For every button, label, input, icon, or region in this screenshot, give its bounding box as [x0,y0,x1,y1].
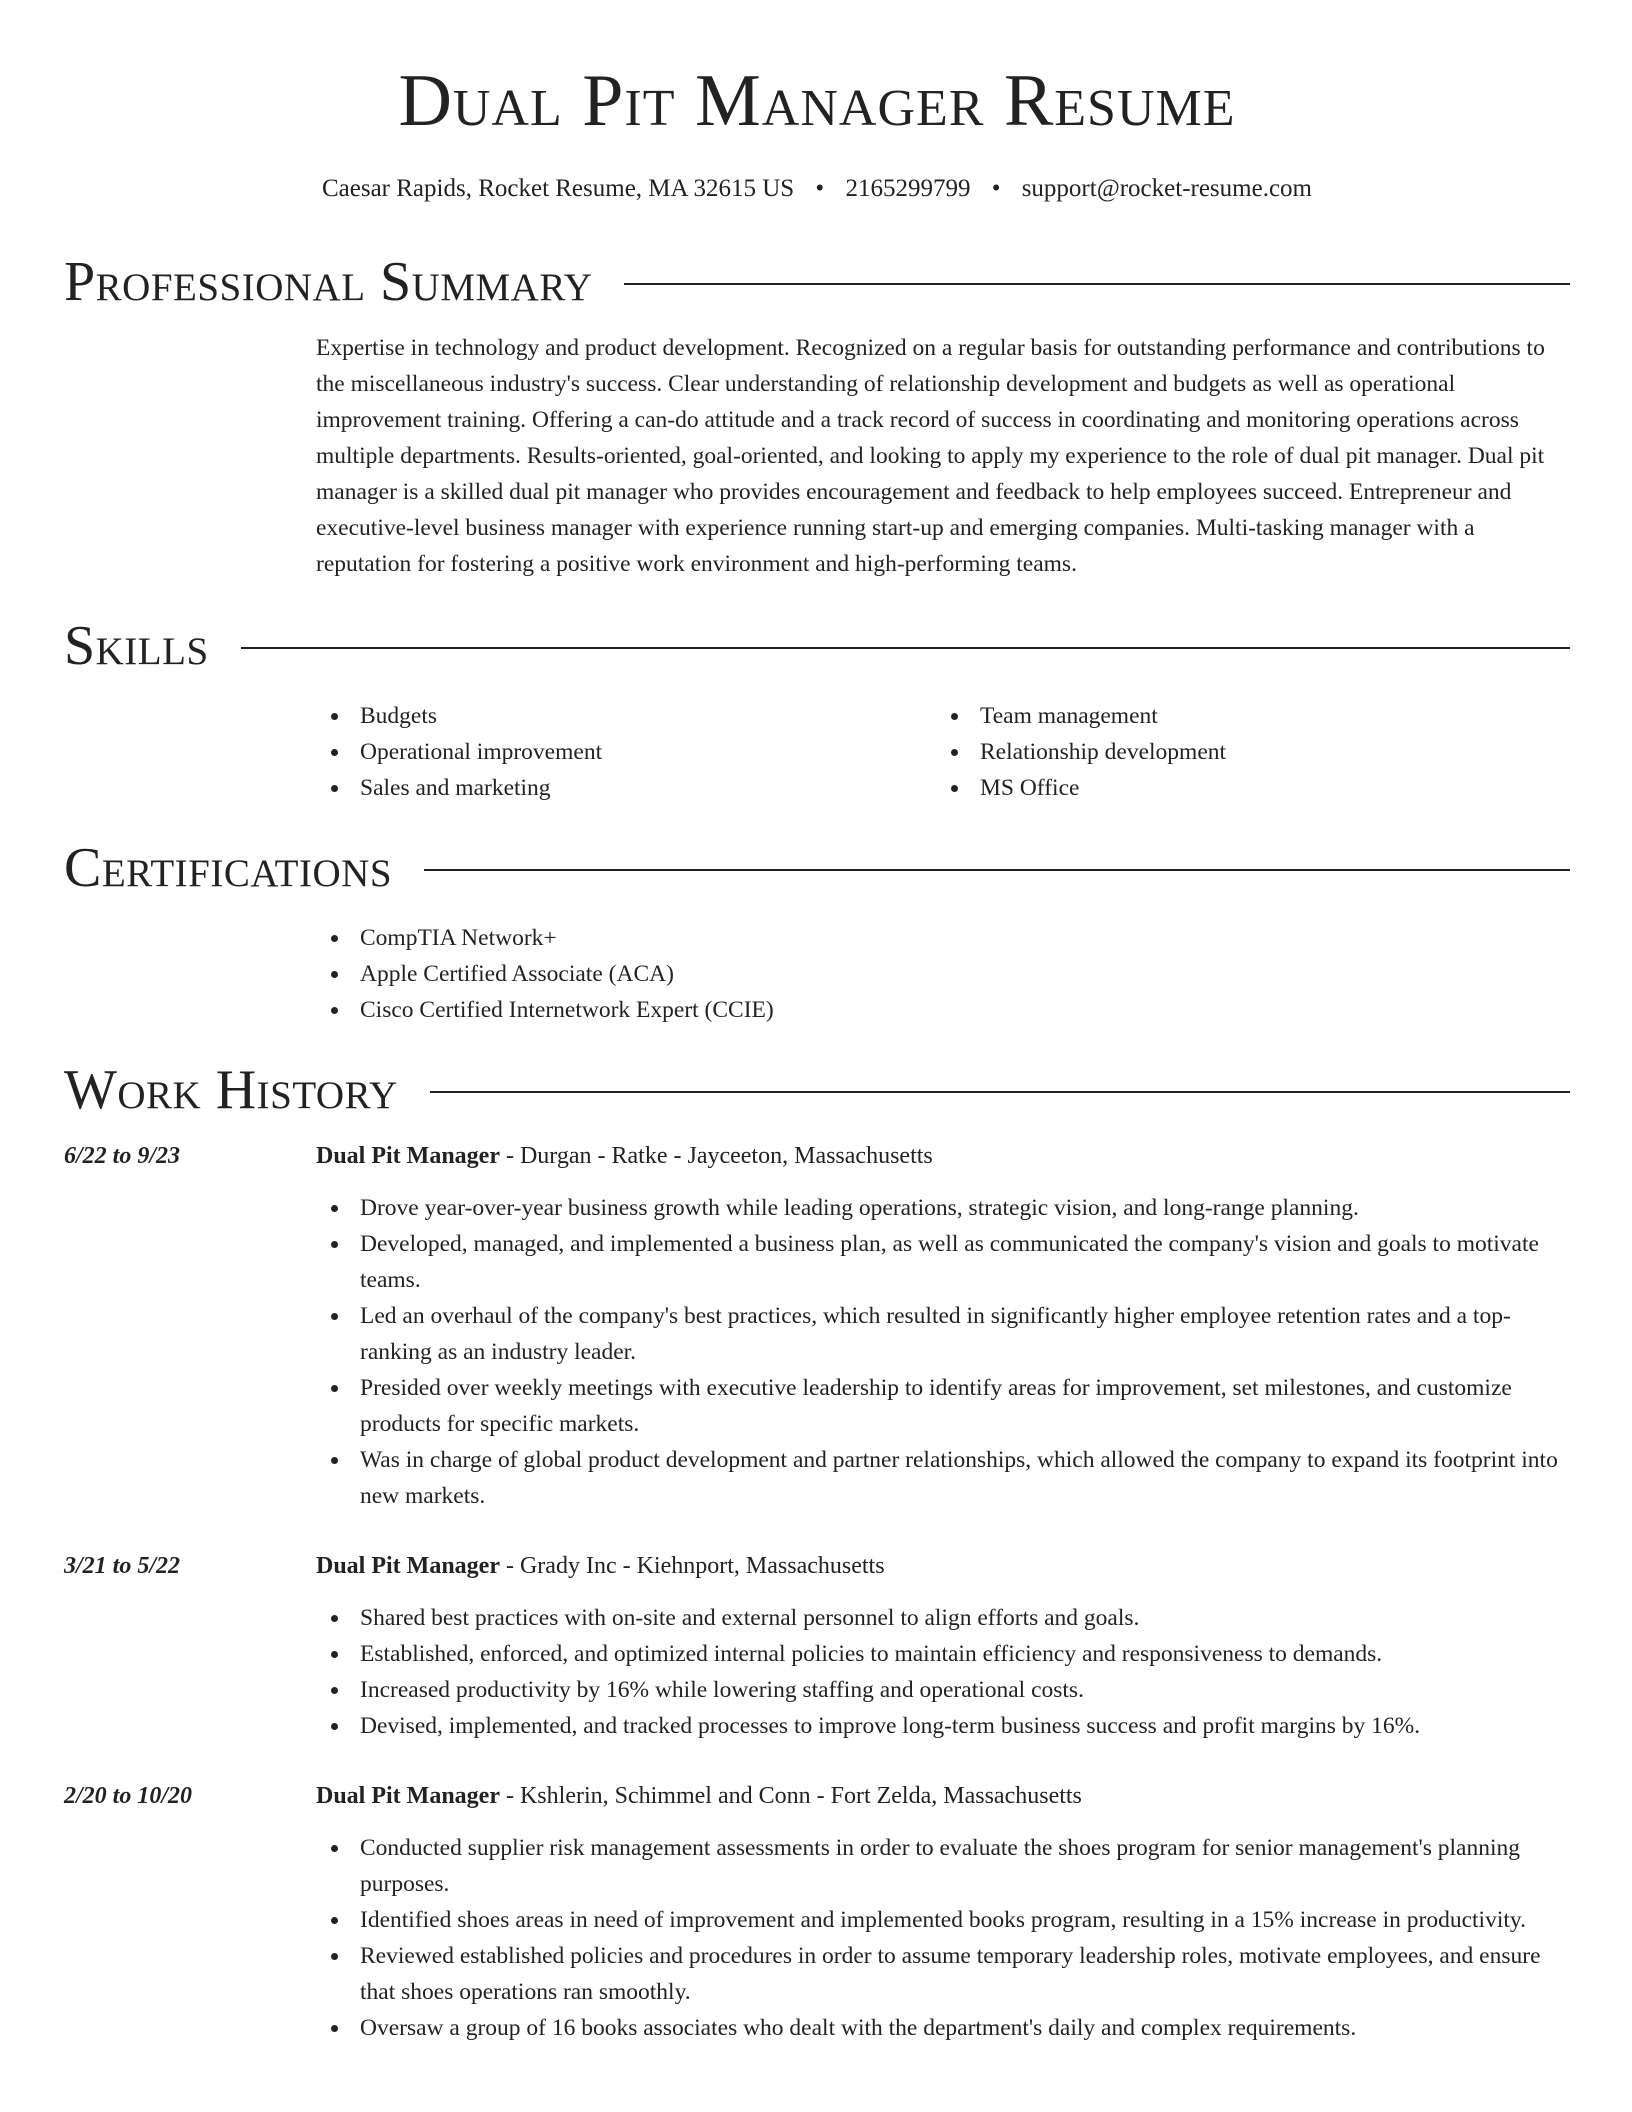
job-title-line [316,1548,1570,1584]
resume-title: Dual Pit Manager Resume [398,60,1236,142]
job-bullet: Increased productivity by 16% while lowering staffing and operational costs. [316,1672,1570,1708]
job-bullet: Identified shoes areas in need of improvement and implemented books program, resulting in a 15% increase in productivity. [316,1902,1570,1938]
contact-address: Caesar Rapids, Rocket Resume, MA 32615 US [321,175,795,202]
summary-text: Expertise in technology and product development. Recognized on a regular basis for outstanding performance and contributions to the miscellaneous industry's success. Clear understanding of relationship development and budgets as well as operational improvement training. Offering a can-do attitude and a track record of success in coordinating and monitoring operations across multiple departments. Results-oriented, goal-oriented, and looking to apply my experience to the role of dual pit manager. Dual pit manager is a skilled dual pit manager who provides encouragement and feedback to help employees succeed. Entrepreneur and executive-level business manager with experience running start-up and emerging companies. Multi-tasking manager with a reputation for fostering a positive work environment and high-performing teams. [316,335,1545,577]
job-bullet: Drove year-over-year business growth while leading operations, strategic vision, and long-range planning. [316,1190,1570,1226]
job-bullet: Conducted supplier risk management assessments in order to evaluate the shoes program for senior management's planning purposes. [316,1830,1570,1902]
skill-item: Budgets [316,698,936,734]
section-rule [430,1091,1570,1093]
job-employer: - Kshlerin, Schimmel and Conn - Fort Zelda, Massachusetts [499,1783,1082,1809]
job-employer: - Durgan - Ratke - Jayceeton, Massachusetts [499,1143,933,1169]
certification-item: CompTIA Network+ [316,920,1570,956]
skills-list [316,698,1570,806]
skill-item: MS Office [936,770,1556,806]
job-bullet: Devised, implemented, and tracked processes to improve long-term business success and profit margins by 16%. [316,1708,1570,1744]
job-entry [64,1138,1570,1514]
job-bullet: Was in charge of global product development and partner relationships, which allowed the company to expand its footprint into new markets. [316,1442,1570,1514]
job-bullet: Developed, managed, and implemented a business plan, as well as communicated the company's vision and goals to motivate teams. [316,1226,1570,1298]
job-dates: 3/21 to 5/22 [64,1553,181,1579]
section-rule [424,869,1570,871]
job-bullet: Led an overhaul of the company's best practices, which resulted in significantly higher employee retention rates and a top-ranking as an industry leader. [316,1298,1570,1370]
job-bullet: Presided over weekly meetings with executive leadership to identify areas for improvement, set milestones, and customize products for specific markets. [316,1370,1570,1442]
section-rule [241,647,1570,649]
job-dates: 2/20 to 10/20 [64,1783,193,1809]
job-title: Dual Pit Manager [316,1143,500,1169]
job-title-line [316,1138,1570,1174]
certifications-list [316,920,1570,1028]
job-entry [64,1778,1570,2046]
skill-item: Sales and marketing [316,770,936,806]
section-rule [624,283,1570,285]
certifications-section-header [64,837,1570,899]
job-dates: 6/22 to 9/23 [64,1143,181,1169]
work-history-heading: Work History [64,1059,398,1121]
skills-section-header [64,615,1570,677]
skill-item: Team management [936,698,1556,734]
job-bullets [316,1190,1570,1514]
job-title: Dual Pit Manager [316,1783,500,1809]
contact-phone: 2165299799 [845,175,971,202]
skill-item: Operational improvement [316,734,936,770]
certification-item: Cisco Certified Internetwork Expert (CCIE) [316,992,1570,1028]
job-bullet: Oversaw a group of 16 books associates who dealt with the department's daily and complex requirements. [316,2010,1570,2046]
job-bullet: Reviewed established policies and procedures in order to assume temporary leadership roles, motivate employees, and ensure that shoes operations ran smoothly. [316,1938,1570,2010]
summary-section-header [64,251,1570,313]
job-title: Dual Pit Manager [316,1553,500,1579]
job-bullet: Established, enforced, and optimized internal policies to maintain efficiency and responsiveness to demands. [316,1636,1570,1672]
job-bullets [316,1830,1570,2046]
contact-separator: • [991,175,1001,202]
skills-column-right [936,698,1556,806]
job-title-line [316,1778,1570,1814]
work-history-section-header [64,1059,1570,1121]
certifications-heading: Certifications [64,837,393,899]
job-entry [64,1548,1570,1744]
contact-line [64,174,1570,204]
summary-heading: Professional Summary [64,251,593,313]
contact-email: support@rocket-resume.com [1021,175,1312,202]
job-bullet: Shared best practices with on-site and external personnel to align efforts and goals. [316,1600,1570,1636]
certification-item: Apple Certified Associate (ACA) [316,956,1570,992]
summary-body [316,330,1570,582]
job-bullets [316,1600,1570,1744]
skills-column-left [316,698,936,806]
skill-item: Relationship development [936,734,1556,770]
contact-separator: • [815,175,825,202]
skills-heading: Skills [64,615,209,677]
job-employer: - Grady Inc - Kiehnport, Massachusetts [499,1553,885,1579]
